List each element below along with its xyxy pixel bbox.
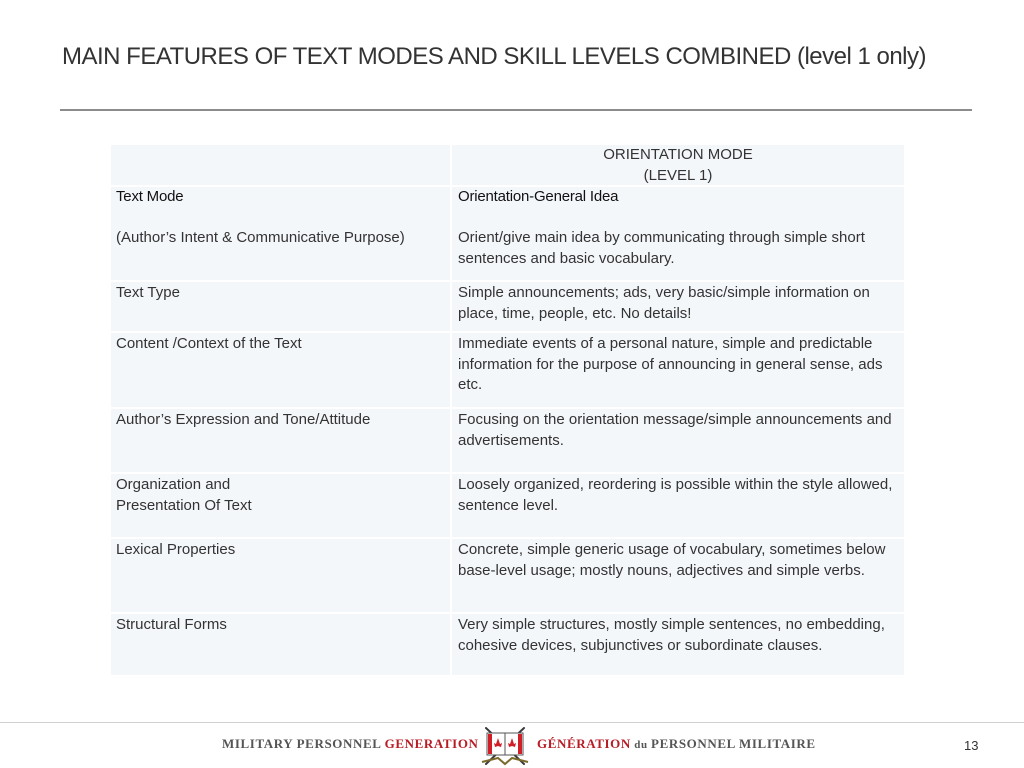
footer-english-brand bbox=[222, 736, 479, 752]
slide-title: MAIN FEATURES OF TEXT MODES AND SKILL LEVELS COMBINED (level 1 only) bbox=[62, 43, 927, 70]
text-mode-value: Orientation-General Idea bbox=[458, 188, 619, 205]
table-row-lexical bbox=[111, 539, 904, 612]
row-value-cell bbox=[452, 282, 904, 331]
row-label: (Author’s Intent & Communicative Purpose) bbox=[116, 229, 405, 246]
row-label-cell bbox=[111, 333, 450, 407]
page-number: 13 bbox=[964, 738, 979, 753]
row-value: Loosely organized, reordering is possible within the style allowed, sentence level. bbox=[458, 476, 893, 514]
row-value-cell bbox=[452, 474, 904, 537]
row-label-cell bbox=[111, 187, 450, 280]
row-value-cell bbox=[452, 333, 904, 407]
row-label: Organization and Presentation Of Text bbox=[116, 476, 252, 514]
table-row-structural bbox=[111, 614, 904, 675]
header-mode-title: ORIENTATION MODE bbox=[603, 146, 753, 163]
row-label: Text Type bbox=[116, 284, 180, 301]
row-label-cell bbox=[111, 474, 450, 537]
table-row-text-type bbox=[111, 282, 904, 331]
row-label-cell bbox=[111, 614, 450, 675]
features-table bbox=[111, 145, 904, 675]
row-value-cell bbox=[452, 614, 904, 675]
footer-french-brand bbox=[537, 736, 816, 752]
table-row-text-mode bbox=[111, 187, 904, 280]
row-label-cell bbox=[111, 539, 450, 612]
row-value: Simple announcements; ads, very basic/simple information on place, time, people, etc. No details! bbox=[458, 284, 870, 322]
header-mode-level: (LEVEL 1) bbox=[643, 167, 713, 184]
row-label: Author’s Expression and Tone/Attitude bbox=[116, 411, 371, 428]
title-divider bbox=[60, 109, 972, 111]
row-label-cell bbox=[111, 282, 450, 331]
row-value-cell bbox=[452, 539, 904, 612]
row-value: Orient/give main idea by communicating through simple short sentences and basic vocabulary. bbox=[458, 229, 865, 267]
row-value: Concrete, simple generic usage of vocabulary, sometimes below base-level usage; mostly nouns, adjectives and simple verbs. bbox=[458, 541, 886, 579]
row-value: Focusing on the orientation message/simple announcements and advertisements. bbox=[458, 411, 892, 449]
crest-logo-icon bbox=[478, 724, 532, 768]
row-label: Content /Context of the Text bbox=[116, 335, 302, 352]
row-label-cell bbox=[111, 409, 450, 472]
footer-french-accent: GÉNÉRATION bbox=[537, 736, 631, 751]
row-value: Very simple structures, mostly simple sentences, no embedding, cohesive devices, subjunctives or subordinate clauses. bbox=[458, 616, 885, 654]
footer-english-prefix: MILITARY PERSONNEL bbox=[222, 736, 385, 751]
table-row-organization bbox=[111, 474, 904, 537]
row-value: Immediate events of a personal nature, simple and predictable information for the purpose of announcing in general sense, ads etc. bbox=[458, 335, 883, 393]
table-header-row bbox=[111, 145, 904, 185]
footer-divider bbox=[0, 722, 1024, 723]
footer-french-du: du bbox=[630, 739, 652, 751]
row-label: Lexical Properties bbox=[116, 541, 236, 558]
table-row-content-context bbox=[111, 333, 904, 407]
text-mode-label: Text Mode bbox=[116, 188, 184, 205]
table-row-expression-tone bbox=[111, 409, 904, 472]
header-empty-cell bbox=[111, 145, 450, 185]
row-value-cell bbox=[452, 187, 904, 280]
footer-french-suffix: PERSONNEL MILITAIRE bbox=[651, 736, 816, 751]
row-label: Structural Forms bbox=[116, 616, 227, 633]
row-value-cell bbox=[452, 409, 904, 472]
footer-english-accent: GENERATION bbox=[384, 736, 479, 751]
header-mode-cell bbox=[452, 145, 904, 185]
